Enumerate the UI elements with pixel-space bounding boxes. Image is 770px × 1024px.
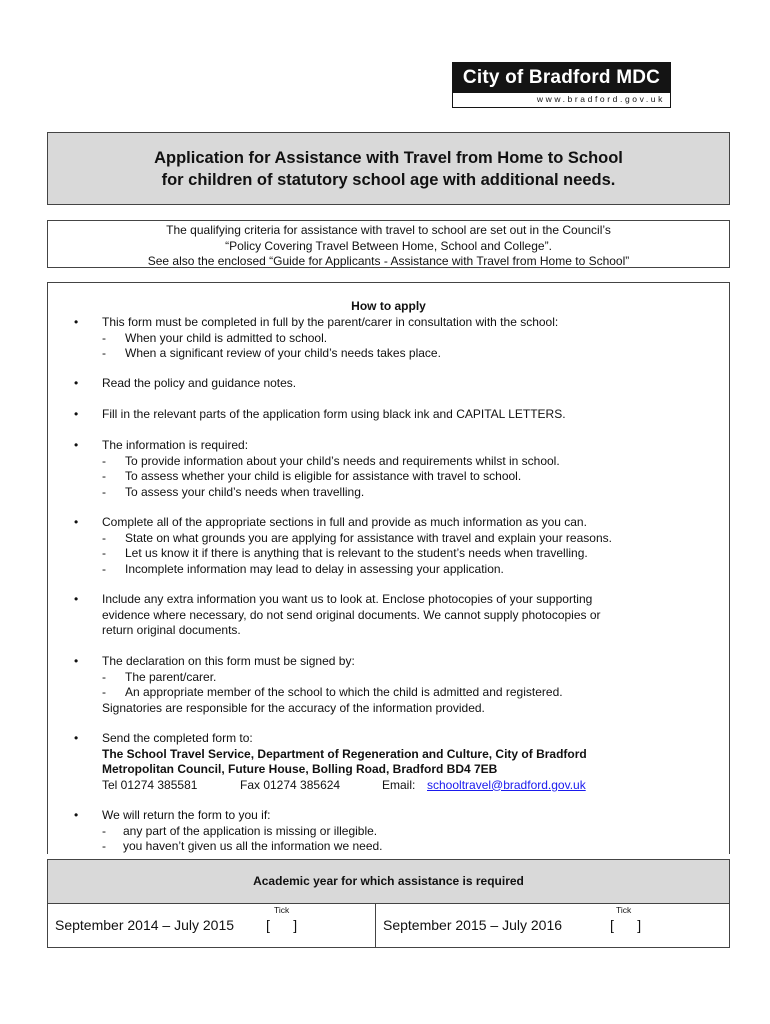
form-title-line-2: for children of statutory school age with additional needs. bbox=[161, 170, 616, 189]
academic-year-header: Academic year for which assistance is required bbox=[48, 860, 729, 904]
dash-icon: - bbox=[102, 453, 106, 468]
address-line-1: The School Travel Service, Department of Regeneration and Culture, City of Bradford bbox=[102, 746, 587, 761]
sub-item-text: An appropriate member of the school to which the child is admitted and registered. bbox=[125, 685, 563, 699]
dash-icon: - bbox=[102, 469, 106, 483]
criteria-line-3: See also the enclosed “Guide for Applicants - Assistance with Travel from Home to School” bbox=[147, 254, 630, 268]
instruction-text: We will return the form to you if: bbox=[102, 808, 271, 822]
form-title-line-1: Application for Assistance with Travel from Home to School bbox=[154, 148, 623, 167]
logo-url: www.bradford.gov.uk bbox=[452, 93, 671, 108]
tick-label: Tick bbox=[616, 905, 632, 915]
instruction-text: The declaration on this form must be signed by: bbox=[102, 654, 355, 668]
instruction-text: return original documents. bbox=[102, 623, 241, 637]
bradford-logo bbox=[452, 62, 671, 108]
email-link[interactable]: schooltravel@bradford.gov.uk bbox=[427, 777, 586, 792]
sub-item-text: State on what grounds you are applying for assistance with travel and explain your reasons. bbox=[125, 530, 612, 545]
email-label: Email: bbox=[382, 777, 416, 792]
sub-item-text: Let us know it if there is anything that is relevant to the student’s needs when travelling. bbox=[125, 546, 588, 560]
dash-icon: - bbox=[102, 669, 106, 684]
instruction-text: Read the policy and guidance notes. bbox=[102, 376, 297, 390]
sub-item-text: When a significant review of your child’s needs takes place. bbox=[125, 346, 441, 360]
bullet-icon: • bbox=[74, 592, 79, 606]
sub-item-text: To assess whether your child is eligible for assistance with travel to school. bbox=[125, 469, 522, 483]
how-to-apply-box bbox=[47, 282, 730, 854]
instruction-text: The information is required: bbox=[102, 438, 249, 452]
fax-number: Fax 01274 385624 bbox=[240, 777, 341, 792]
criteria-line-2: “Policy Covering Travel Between Home, School and College”. bbox=[225, 238, 552, 253]
logo-name: City of Bradford MDC bbox=[452, 62, 671, 93]
bullet-icon: • bbox=[74, 808, 79, 822]
qualifying-criteria-box bbox=[47, 220, 730, 268]
dash-icon: - bbox=[102, 823, 106, 838]
year-option-2014-2015: September 2014 – July 2015 bbox=[55, 917, 235, 933]
instruction-text: This form must be completed in full by the parent/carer in consultation with the school: bbox=[102, 315, 559, 329]
instruction-text: Complete all of the appropriate sections in full and provide as much information as you can. bbox=[102, 515, 587, 529]
instruction-text: Send the completed form to: bbox=[102, 731, 253, 745]
sub-item-text: To assess your child’s needs when travelling. bbox=[125, 484, 365, 499]
instruction-text: Fill in the relevant parts of the application form using black ink and CAPITAL LETTERS. bbox=[102, 407, 566, 421]
instruction-text: Include any extra information you want us to look at. Enclose photocopies of your supporting bbox=[102, 592, 593, 606]
how-to-apply-title: How to apply bbox=[351, 299, 426, 313]
bullet-icon: • bbox=[74, 438, 79, 452]
bullet-icon: • bbox=[74, 654, 79, 668]
tick-box-2015-2016[interactable]: [ ] bbox=[610, 917, 642, 933]
academic-year-table bbox=[47, 859, 730, 948]
dash-icon: - bbox=[102, 839, 106, 853]
form-title-box bbox=[47, 132, 730, 205]
address-line-2: Metropolitan Council, Future House, Bolling Road, Bradford BD4 7EB bbox=[102, 762, 498, 776]
dash-icon: - bbox=[102, 484, 106, 499]
sub-item-text: you haven’t given us all the information we need. bbox=[123, 839, 383, 853]
sub-item-text: To provide information about your child’s needs and requirements whilst in school. bbox=[125, 453, 560, 468]
instruction-text: evidence where necessary, do not send original documents. We cannot supply photocopies or bbox=[102, 607, 601, 622]
sub-item-text: The parent/carer. bbox=[125, 669, 217, 684]
sub-item-text: When your child is admitted to school. bbox=[125, 330, 328, 345]
telephone-number: Tel 01274 385581 bbox=[102, 777, 198, 792]
dash-icon: - bbox=[102, 685, 106, 699]
dash-icon: - bbox=[102, 346, 106, 360]
bullet-icon: • bbox=[74, 515, 79, 529]
bullet-icon: • bbox=[74, 315, 79, 329]
tick-box-2014-2015[interactable]: [ ] bbox=[266, 917, 298, 933]
tick-label: Tick bbox=[274, 905, 290, 915]
bullet-icon: • bbox=[74, 407, 79, 421]
bullet-icon: • bbox=[74, 376, 79, 390]
year-option-2015-2016: September 2015 – July 2016 bbox=[383, 917, 563, 933]
criteria-line-1: The qualifying criteria for assistance with travel to school are set out in the Council’s bbox=[166, 223, 611, 237]
dash-icon: - bbox=[102, 530, 106, 545]
sub-item-text: Incomplete information may lead to delay in assessing your application. bbox=[125, 561, 504, 576]
bullet-icon: • bbox=[74, 731, 79, 745]
sub-item-text: any part of the application is missing or illegible. bbox=[123, 823, 378, 838]
dash-icon: - bbox=[102, 546, 106, 560]
signatories-note: Signatories are responsible for the accuracy of the information provided. bbox=[102, 700, 485, 715]
dash-icon: - bbox=[102, 330, 106, 345]
dash-icon: - bbox=[102, 561, 106, 576]
table-divider bbox=[375, 903, 376, 947]
